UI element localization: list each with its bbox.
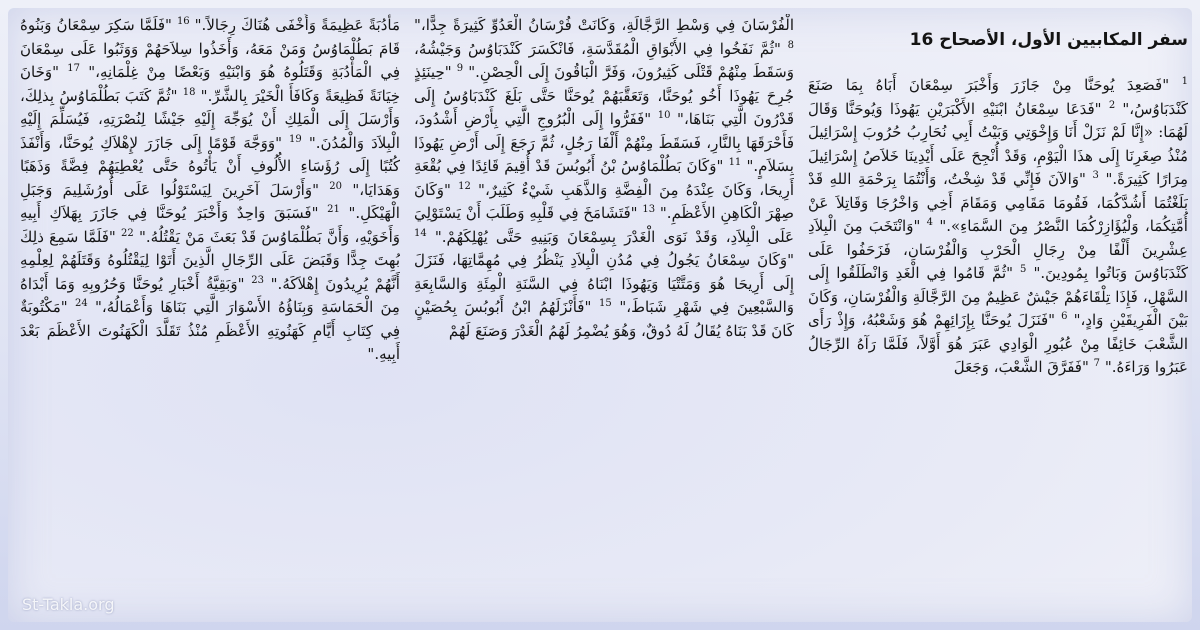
verse-text: "فَلَمَّا سَكِرَ سِمْعَانُ وَبَنُوهُ قَامَ بَطُلْمَاوُسُ وَمَنْ مَعَهُ، وَأَخَذُوا سِلاَحَهُمْ وَوَثَبُوا عَلَى سِمْعَانَ فِي الْمَأْدُبَةِ وَقَتَلُوهُ هُوَ وَابْنَيْهِ وَبَعْضًا مِنْ غِلْمَانِهِ،" xyxy=(20,16,400,81)
verse-text: "وَخَانَ خِيَانَةً فَظِيعَةً وَكَافَأَ الْخَيْرَ بِالشَّرِّ." xyxy=(20,63,400,105)
verse-number: 19 xyxy=(289,133,302,145)
verse-text: "وَكَانَ بَطُلْمَاوُسُ بْنُ أَبُوبُسَ قَدْ أُقِيمَ قَائِدًا فِي بُقْعَةِ أَرِيحَا، وَكَانَ عِنْدَهُ مِنَ الْفِضَّةِ وَالذَّهَبِ شَيْءٌ كَثِيرٌ،" xyxy=(414,157,794,199)
verse-number: 17 xyxy=(67,63,80,74)
verse-number: 1 xyxy=(1181,76,1188,87)
verse-text: "ثُمَّ قَامُوا فِي الْغَدِ وَانْطَلَقُوا إِلَى السَّهْلِ، فَإِذَا تِلْقَاءَهُمْ جَيْشٌ عَظِيمٌ مِنَ الرَّجَّالَةِ وَالْفُرْسَانِ، وَكَانَ بَيْنَ الْفَرِيقَيْنِ وَادٍ،" xyxy=(808,264,1188,329)
verse-number: 13 xyxy=(642,204,656,215)
verse-number: 12 xyxy=(458,180,471,192)
verse-number: 24 xyxy=(75,298,88,309)
column-left xyxy=(20,14,400,614)
verse-text: "فَسَبَقَ وَاحِدٌ وَأَخْبَرَ يُوحَنَّا فِي جَازَرَ بِهَلاَكِ أَبِيهِ وَأَخَوَيْهِ، وَأَنَّ بَطُلْمَاوُسَ قَدْ بَعَثَ مَنْ يَقْتُلُهُ." xyxy=(20,204,400,246)
verse-text: الْفُرْسَانَ فِي وَسْطِ الرَّجَّالَةِ، وَكَانَتْ فُرْسَانُ الْعَدُوِّ كَثِيرَةً جِدًّا،" xyxy=(414,16,794,34)
verse-text: "وَكَانَ سِمْعَانُ يَجُولُ فِي مُدُنِ الْبِلاَدِ يَنْظُرُ فِي مُهِمَّاتِهَا، فَنَزَلَ إِلَى أَرِيحَا هُوَ وَمَتَّتْيَا وَيَهُوذَا ابْنَاهُ فِي السَّنَةِ الْمِئَةِ وَالسَّابِعَةِ وَالسَّبْعِينَ فِي شَهْرِ شَبَاطَ،" xyxy=(414,251,794,316)
chapter-title: سفر المكابيين الأول، الأصحاح 16 xyxy=(909,30,1188,50)
verse-text: "ثُمَّ كَتَبَ بَطُلْمَاوُسُ بِذلِكَ، وَأَرْسَلَ إِلَى الْمَلِكِ أَنْ يُوَجِّهَ إِلَيْهِ جَيْشًا لِنُصْرَتِهِ، فَيُسَلِّمَ إِلَيْهِ الْبِلاَدَ وَالْمُدُنَ." xyxy=(20,86,400,152)
verse-text: "فَصَعِدَ يُوحَنَّا مِنْ جَازَرَ وَأَخْبَرَ سِمْعَانَ أَبَاهُ بِمَا صَنَعَ كَنْدَبَاوُسُ،" xyxy=(808,76,1188,118)
verse-paragraph xyxy=(808,74,1188,380)
verse-number: 14 xyxy=(414,227,427,239)
text-columns xyxy=(20,14,1188,614)
site-watermark: St-Takla.org xyxy=(22,595,115,614)
verse-text: "فَفَرُّوا إِلَى الْبُرُوجِ الَّتِي بِأَرْضِ أَشْدُودَ، فَأَحْرَقَهَا بِالنَّارِ، فَسَقَطَ مِنْهُمْ أَلْفَا رَجُلٍ، ثُمَّ رَجَعَ إِلَى أَرْضِ يَهُوذَا بِسَلاَمٍ." xyxy=(414,110,794,175)
verse-number: 9 xyxy=(456,63,464,74)
verse-number: 15 xyxy=(599,298,612,309)
verse-text: "وَكَانَ صِهْرَ الْكَاهِنِ الأَعْظَمِ." xyxy=(414,180,794,222)
verse-number: 4 xyxy=(926,217,934,228)
column-middle xyxy=(414,14,794,614)
verse-text: "ثُمَّ نَفَخُوا فِي الأَبْوَاقِ الْمُقَدَّسَةِ، فَانْكَسَرَ كَنْدَبَاوُسُ وَجَيْشُهُ، وَسَقَطَ مِنْهُمْ قَتْلَى كَثِيرُونَ، وَفَرَّ الْبَاقُونَ إِلَى الْحِصْنِ." xyxy=(414,39,794,81)
verse-number: 18 xyxy=(182,86,196,98)
verse-text: "فَتَشَامَخَ فِي قَلْبِهِ وَطَلَبَ أَنْ يَسْتَوْلِيَ عَلَى الْبِلاَدِ، وَقَدْ نَوَى الْغَدْرَ بِسِمْعَانَ وَبَنِيهِ حَتَّى يُهْلِكَهُمْ." xyxy=(414,204,794,246)
verse-number: 5 xyxy=(1020,264,1027,275)
verse-number: 3 xyxy=(1092,170,1099,181)
column-right xyxy=(808,14,1188,614)
verse-text: "فَفَرَّقَ الشَّعْبَ، وَجَعَلَ xyxy=(953,358,1089,376)
verse-text: "فَأَنْزَلَهُمُ ابْنُ أَبُوبُسَ بِحُصَيْنٍ كَانَ قَدْ بَنَاهُ يُقَالُ لَهُ دُوقٌ، وَهُوَ يُضْمِرُ لَهُمُ الْغَدْرَ وَصَنَعَ لَهُمْ xyxy=(414,298,794,340)
verse-text: "وَبَقِيَّةُ أَخْبَارِ يُوحَنَّا وَحُرُوبِهِ وَمَا أَبْدَاهُ مِنَ الْحَمَاسَةِ وَبِنَاؤُهُ الأَسْوَارَ الَّتِي بَنَاهَا وَأَعْمَالُهُ،" xyxy=(20,274,400,316)
verse-number: 20 xyxy=(329,180,343,192)
verse-text: "مَكْتُوبَةٌ فِي كِتَابِ أَيَّامِ كَهَنُوتِهِ الأَعْظَمِ مُنْذُ تَقَلَّدَ الْكَهَنُوتَ الأَعْظَمَ بَعْدَ أَبِيهِ." xyxy=(20,298,400,363)
verse-number: 10 xyxy=(657,110,671,121)
verse-number: 23 xyxy=(251,274,264,286)
verse-text: "وَانْتَخَبَ مِنَ الْبِلاَدِ عِشْرِينَ أَلْفًا مِنْ رِجَالِ الْحَرْبِ وَالْفُرْسَانِ، فَزَحَفُوا عَلَى كَنْدَبَاوُسَ وَبَاتُوا بِمُودِينَ." xyxy=(808,217,1188,282)
verse-text: "حِينَئِذٍ جُرِحَ يَهُوذَا أَخُو يُوحَنَّا، وَتَعَقَّبَهُمْ يُوحَنَّا حَتَّى بَلَغَ كَنْدَبَاوُسُ إِلَى قَدْرُونَ الَّتِي بَنَاهَا،" xyxy=(414,63,794,128)
verse-number: 16 xyxy=(176,16,190,27)
verse-number: 8 xyxy=(787,39,794,51)
verse-text: "وَأَرْسَلَ آخَرِينَ لِيَسْتَوْلُوا عَلَى أُورُشَلِيمَ وَجَبَلِ الْهَيْكَلِ." xyxy=(20,180,400,222)
verse-number: 6 xyxy=(1061,311,1068,322)
verse-number: 21 xyxy=(327,204,340,215)
verse-text: "فَدَعَا سِمْعَانُ ابْنَيْهِ الأَكْبَرَيْنِ يَهُوذَا وَيُوحَنَّا وَقَالَ لَهُمَا: «إِنَّا لَمْ نَزَلْ أَنَا وَإِخْوَتِي وَبَيْتُ أَبِي نُحَارِبُ حُرُوبَ إِسْرَائِيلَ مُنْذُ صِغَرِنَا إِلَى هذَا الْيَوْمِ، وَقَدْ أُنْجِحَ عَلَى أَيْدِينَا خَلاَصُ إِسْرَائِيلَ مِرَارًا كَثِيرَةً." xyxy=(808,99,1188,188)
verse-text: "فَلَمَّا سَمِعَ ذلِكَ بُهِتَ جِدًّا وَقَبَضَ عَلَى الرِّجَالِ الَّذِينَ أَتَوْا لِيَقْتُلُوهُ وَقَتَلَهُمْ لِعِلْمِهِ أَنَّهُمْ يُرِيدُونَ إِهْلاَكَهُ." xyxy=(20,227,400,293)
verse-text: مَأْدُبَةً عَظِيمَةً وَأَخْفَى هُنَاكَ رِجَالاً." xyxy=(194,16,400,34)
verse-number: 2 xyxy=(1108,99,1116,111)
verse-paragraph xyxy=(20,14,400,367)
verse-paragraph xyxy=(414,14,794,343)
verse-text: "فَنَزَلَ يُوحَنَّا بِإِزَائِهِمْ هُوَ وَشَعْبُهُ، وَإِذْ رَأَى الشَّعْبَ خَائِفًا مِنْ عُبُورِ الْوَادِي عَبَرَ هُوَ أَوَّلاً، فَلَمَّا رَآهُ الرِّجَالُ عَبَرُوا وَرَاءَهُ." xyxy=(808,311,1188,376)
verse-number: 22 xyxy=(121,227,134,239)
verse-number: 7 xyxy=(1093,358,1101,369)
verse-number: 11 xyxy=(728,157,742,168)
verse-text: "وَوَجَّهَ قَوْمًا إِلَى جَازَرَ لإِهْلاَكِ يُوحَنَّا، وَأَنْفَذَ كُتُبًا إِلَى رُؤَسَاءِ الأُلُوفِ أَنْ يَأْتُوهُ حَتَّى يُعْطِيَهُمْ فِضَّةً وَذَهَبًا وَهَدَايَا،" xyxy=(20,133,400,199)
verse-text: "وَالآنَ فَإِنِّي قَدْ شِخْتُ، وَأَنْتُمَا بِرَحْمَةِ اللهِ قَدْ بَلَغْتُمَا أَشُدَّكُمَا، فَقُومَا مَقَامِي وَمَقَامَ أَخِي وَاخْرُجَا وَقَاتِلاَ عَنْ أُمَّتِكُمَا، وَلْيُؤَازِرْكُمَا النَّصْرُ مِنَ السَّمَاءِ»." xyxy=(808,170,1188,235)
